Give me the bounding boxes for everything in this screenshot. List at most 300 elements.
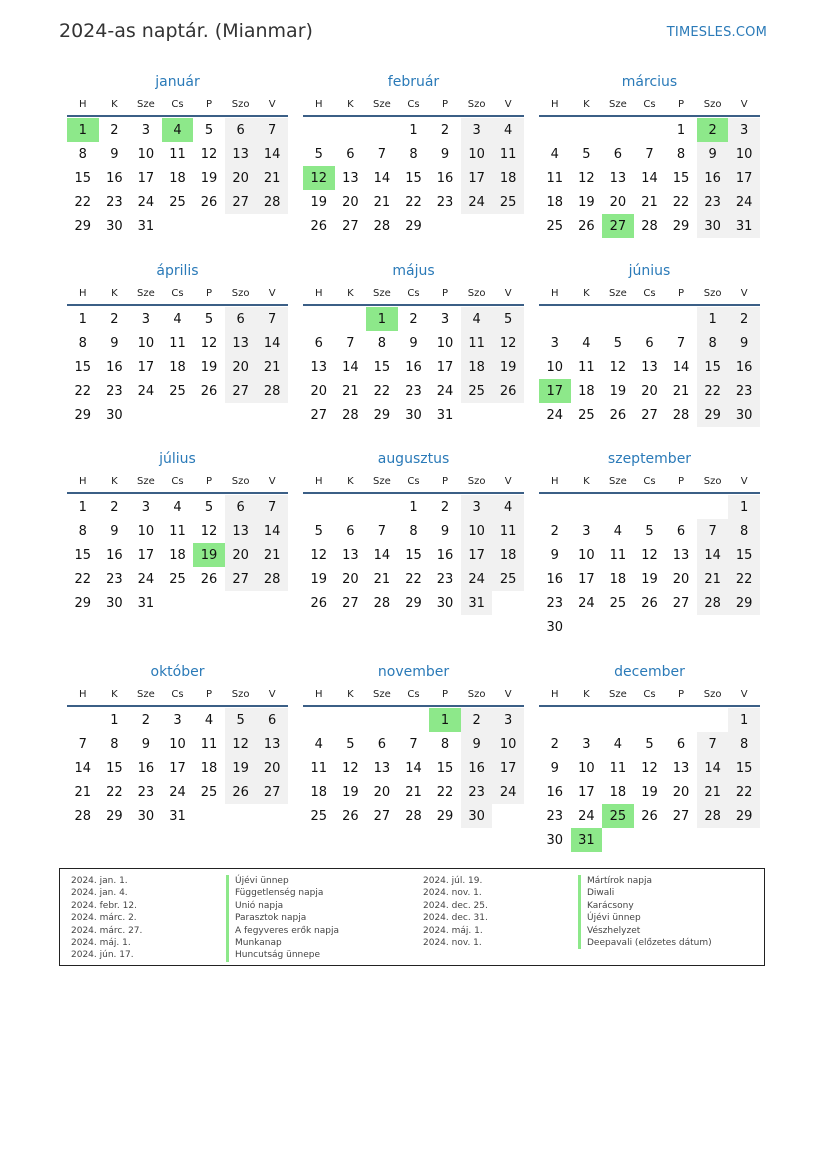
- legend-marker: [578, 937, 581, 949]
- month-block: [67, 73, 288, 238]
- empty-cell: [634, 495, 666, 519]
- day-cell: 5: [204, 499, 214, 515]
- day-cell: 2: [409, 311, 418, 327]
- day-cell: 25: [546, 218, 564, 234]
- day-cell: 3: [492, 708, 524, 732]
- day-cell: 19: [609, 383, 627, 399]
- day-cell: 28: [256, 190, 288, 214]
- holiday-day-cell: 12: [303, 166, 335, 190]
- day-cell: 15: [373, 359, 391, 375]
- day-cell: 9: [550, 547, 559, 563]
- day-cell: 15: [74, 359, 92, 375]
- weekday-header: [539, 97, 760, 117]
- legend-date: 2024. máj. 1.: [71, 937, 131, 948]
- legend-marker: [226, 912, 229, 924]
- day-cell: 21: [373, 571, 391, 587]
- day-cell: 30: [436, 595, 454, 611]
- day-cell: 8: [728, 732, 760, 756]
- weekday-label: Sze: [137, 288, 155, 299]
- day-cell: 12: [200, 335, 218, 351]
- day-cell: 18: [169, 359, 186, 375]
- day-cell: 17: [137, 170, 155, 186]
- day-cell: 4: [173, 499, 182, 515]
- day-cell: 30: [728, 403, 760, 427]
- legend-date: 2024. dec. 31.: [423, 913, 488, 924]
- day-cell: 10: [137, 523, 155, 539]
- weekday-header: [67, 474, 288, 494]
- day-cell: 17: [578, 784, 595, 800]
- day-cell: 29: [373, 407, 391, 423]
- weekday-label: P: [206, 476, 213, 487]
- day-cell: 19: [641, 784, 658, 800]
- empty-cell: [571, 495, 603, 519]
- day-cell: 10: [728, 142, 760, 166]
- day-cell: 12: [609, 359, 627, 375]
- day-cell: 9: [697, 142, 729, 166]
- month-block: [303, 262, 524, 427]
- month-name: január: [155, 74, 200, 90]
- day-cell: 24: [436, 383, 454, 399]
- empty-cell: [571, 118, 603, 142]
- day-cell: 7: [676, 335, 686, 351]
- month-block: [539, 73, 760, 238]
- day-cell: 14: [641, 170, 658, 186]
- day-cell: 21: [74, 784, 92, 800]
- day-cell: 9: [141, 736, 151, 752]
- day-cell: 28: [641, 218, 658, 234]
- month-block: [303, 450, 524, 615]
- empty-cell: [665, 307, 697, 331]
- day-cell: 25: [492, 567, 524, 591]
- day-cell: 16: [546, 571, 564, 587]
- day-cell: 8: [78, 523, 87, 539]
- weekday-label: V: [504, 99, 512, 110]
- day-cell: 30: [697, 214, 729, 238]
- weekday-label: V: [268, 476, 276, 487]
- day-cell: 8: [440, 736, 450, 752]
- weekday-label: Cs: [171, 288, 184, 299]
- day-cell: 31: [461, 591, 493, 615]
- day-cell: 22: [672, 194, 690, 210]
- day-cell: 7: [377, 146, 387, 162]
- weekday-label: Sze: [609, 288, 627, 299]
- legend-column-right: [423, 875, 712, 949]
- day-cell: 17: [436, 359, 454, 375]
- day-cell: 28: [342, 407, 359, 423]
- day-cell: 4: [173, 311, 182, 327]
- day-cell: 24: [728, 190, 760, 214]
- empty-cell: [366, 708, 398, 732]
- holiday-day-cell: 4: [162, 118, 194, 142]
- weekday-label: Szo: [467, 288, 486, 299]
- day-cell: 2: [110, 499, 119, 515]
- day-cell: 11: [492, 142, 524, 166]
- day-cell: 27: [342, 595, 359, 611]
- day-cell: 29: [672, 218, 690, 234]
- day-cell: 9: [550, 760, 559, 776]
- legend-column-left: [71, 875, 339, 962]
- day-cell: 17: [578, 571, 595, 587]
- day-cell: 18: [609, 571, 627, 587]
- month-name: február: [387, 74, 440, 90]
- day-cell: 16: [546, 784, 564, 800]
- legend-date: 2024. jan. 1.: [71, 876, 128, 886]
- day-cell: 6: [676, 736, 686, 752]
- day-cell: 30: [546, 619, 564, 635]
- day-cell: 18: [546, 194, 564, 210]
- day-cell: 10: [461, 142, 493, 166]
- day-cell: 19: [200, 359, 218, 375]
- day-cell: 18: [169, 547, 186, 563]
- holiday-day-cell: 19: [193, 543, 225, 567]
- day-cell: 28: [373, 595, 391, 611]
- empty-cell: [539, 495, 571, 519]
- empty-cell: [634, 307, 666, 331]
- day-cell: 3: [173, 712, 182, 728]
- day-cell: 10: [546, 359, 564, 375]
- day-cell: 22: [728, 780, 760, 804]
- day-cell: 4: [492, 118, 524, 142]
- day-cell: 1: [110, 712, 119, 728]
- weekday-label: K: [347, 476, 354, 487]
- day-cell: 5: [582, 146, 591, 162]
- holiday-day-cell: 25: [602, 804, 634, 828]
- weekday-label: V: [740, 689, 748, 700]
- day-cell: 31: [137, 218, 155, 234]
- holiday-day-cell: 2: [697, 118, 729, 142]
- day-cell: 26: [200, 194, 218, 210]
- day-cell: 3: [141, 122, 151, 138]
- month-block: [303, 663, 524, 828]
- legend-marker: [578, 887, 581, 899]
- day-cell: 27: [256, 780, 288, 804]
- legend-marker: [578, 925, 581, 937]
- day-cell: 25: [169, 571, 186, 587]
- day-cell: 2: [110, 122, 119, 138]
- day-cell: 12: [310, 547, 328, 563]
- weekday-label: Sze: [137, 99, 155, 110]
- weekday-label: Cs: [171, 476, 184, 487]
- holiday-day-cell: 1: [67, 118, 99, 142]
- day-cell: 2: [550, 523, 559, 539]
- weekday-label: Sze: [373, 689, 391, 700]
- day-cell: 23: [728, 379, 760, 403]
- day-cell: 2: [550, 736, 559, 752]
- empty-cell: [602, 118, 634, 142]
- day-cell: 2: [440, 122, 450, 138]
- month-name: szeptember: [607, 451, 692, 467]
- day-cell: 20: [609, 194, 627, 210]
- day-cell: 30: [546, 832, 564, 848]
- day-cell: 22: [405, 194, 422, 210]
- legend-date: 2024. márc. 27.: [71, 925, 143, 936]
- day-cell: 17: [461, 543, 493, 567]
- day-cell: 15: [405, 547, 422, 563]
- day-cell: 22: [74, 383, 92, 399]
- holiday-legend: [59, 868, 765, 966]
- day-cell: 14: [256, 519, 288, 543]
- day-cell: 6: [225, 495, 257, 519]
- day-cell: 27: [641, 407, 658, 423]
- day-cell: 13: [672, 547, 690, 563]
- weekday-label: H: [551, 689, 559, 700]
- day-cell: 28: [672, 407, 690, 423]
- weekday-label: V: [740, 288, 748, 299]
- month-name: december: [614, 664, 685, 680]
- legend-marker: [578, 875, 581, 887]
- day-cell: 17: [137, 547, 155, 563]
- day-cell: 26: [492, 379, 524, 403]
- weekday-header: [303, 97, 524, 117]
- weekday-label: P: [442, 288, 449, 299]
- empty-cell: [571, 307, 603, 331]
- weekday-header: [67, 286, 288, 306]
- legend-marker: [226, 887, 229, 899]
- day-cell: 4: [613, 523, 623, 539]
- day-cell: 29: [74, 595, 92, 611]
- day-cell: 6: [225, 307, 257, 331]
- day-cell: 14: [672, 359, 690, 375]
- day-cell: 13: [225, 331, 257, 355]
- empty-cell: [571, 708, 603, 732]
- weekday-label: K: [111, 476, 118, 487]
- day-grid: [303, 495, 524, 615]
- legend-date: 2024. nov. 1.: [423, 888, 482, 899]
- day-cell: 24: [169, 784, 186, 800]
- legend-row: [71, 925, 339, 937]
- legend-holiday-name: Deepavali (előzetes dátum): [587, 937, 712, 948]
- day-cell: 24: [492, 780, 524, 804]
- day-cell: 8: [697, 331, 729, 355]
- day-cell: 20: [641, 383, 658, 399]
- empty-cell: [335, 307, 367, 331]
- day-cell: 3: [461, 495, 493, 519]
- legend-row: [71, 875, 339, 887]
- weekday-label: V: [504, 689, 512, 700]
- day-cell: 14: [405, 760, 422, 776]
- day-cell: 14: [342, 359, 359, 375]
- brand-link[interactable]: TIMESLES.COM: [666, 25, 767, 40]
- weekday-header: [303, 687, 524, 707]
- legend-holiday-name: Huncutság ünnepe: [235, 950, 321, 961]
- day-cell: 23: [106, 571, 123, 587]
- month-block: [67, 262, 288, 427]
- day-cell: 15: [672, 170, 690, 186]
- legend-row: [423, 887, 712, 899]
- day-cell: 2: [728, 307, 760, 331]
- weekday-label: K: [583, 99, 590, 110]
- day-cell: 27: [342, 218, 359, 234]
- day-cell: 30: [405, 407, 422, 423]
- day-cell: 5: [492, 307, 524, 331]
- weekday-label: K: [583, 288, 590, 299]
- empty-cell: [539, 307, 571, 331]
- holiday-day-cell: 1: [366, 307, 398, 331]
- day-cell: 28: [405, 808, 422, 824]
- day-cell: 15: [106, 760, 123, 776]
- empty-cell: [634, 708, 666, 732]
- weekday-label: V: [740, 99, 748, 110]
- weekday-label: Cs: [643, 689, 656, 700]
- day-cell: 24: [461, 567, 493, 591]
- day-cell: 16: [106, 359, 123, 375]
- day-cell: 24: [578, 808, 595, 824]
- day-cell: 15: [728, 756, 760, 780]
- empty-cell: [303, 708, 335, 732]
- empty-cell: [366, 118, 398, 142]
- day-cell: 26: [200, 383, 218, 399]
- weekday-label: H: [551, 476, 559, 487]
- day-grid: [539, 495, 760, 639]
- day-cell: 4: [492, 495, 524, 519]
- legend-row: [423, 937, 712, 949]
- day-cell: 26: [609, 407, 627, 423]
- day-cell: 26: [310, 595, 328, 611]
- day-cell: 21: [405, 784, 422, 800]
- day-grid: [539, 708, 760, 852]
- day-cell: 8: [78, 335, 87, 351]
- day-cell: 4: [314, 736, 323, 752]
- day-cell: 6: [613, 146, 623, 162]
- day-cell: 6: [225, 118, 257, 142]
- day-cell: 30: [461, 804, 493, 828]
- day-cell: 7: [256, 307, 288, 331]
- empty-cell: [335, 495, 367, 519]
- day-cell: 9: [409, 335, 418, 351]
- day-cell: 20: [672, 571, 690, 587]
- day-cell: 6: [346, 523, 355, 539]
- day-cell: 14: [256, 331, 288, 355]
- weekday-label: Szo: [467, 476, 486, 487]
- weekday-header: [539, 687, 760, 707]
- day-cell: 19: [310, 194, 328, 210]
- month-name: május: [392, 263, 435, 279]
- weekday-label: Szo: [467, 689, 486, 700]
- day-cell: 3: [582, 736, 591, 752]
- day-cell: 10: [137, 146, 155, 162]
- day-cell: 5: [613, 335, 623, 351]
- day-cell: 3: [141, 499, 151, 515]
- day-cell: 21: [641, 194, 658, 210]
- day-cell: 27: [672, 595, 690, 611]
- empty-cell: [697, 708, 729, 732]
- day-cell: 24: [546, 407, 564, 423]
- day-cell: 26: [200, 571, 218, 587]
- legend-holiday-name: Unió napja: [235, 900, 284, 911]
- legend-holiday-name: Diwali: [587, 888, 615, 899]
- day-cell: 13: [342, 547, 359, 563]
- empty-cell: [335, 118, 367, 142]
- legend-marker: [226, 875, 229, 887]
- day-cell: 5: [346, 736, 355, 752]
- weekday-label: H: [79, 689, 87, 700]
- legend-date: 2024. júl. 19.: [423, 876, 483, 886]
- day-cell: 6: [377, 736, 387, 752]
- weekday-label: K: [347, 288, 354, 299]
- day-cell: 26: [641, 808, 658, 824]
- weekday-label: Szo: [703, 99, 722, 110]
- empty-cell: [602, 708, 634, 732]
- weekday-label: K: [111, 288, 118, 299]
- day-cell: 16: [436, 170, 454, 186]
- weekday-header: [303, 286, 524, 306]
- day-cell: 19: [578, 194, 595, 210]
- day-cell: 23: [436, 194, 454, 210]
- empty-cell: [366, 495, 398, 519]
- day-cell: 18: [492, 166, 524, 190]
- day-cell: 6: [314, 335, 323, 351]
- empty-cell: [697, 495, 729, 519]
- month-block: [539, 450, 760, 639]
- legend-row: [423, 925, 712, 937]
- day-cell: 23: [546, 808, 564, 824]
- weekday-label: P: [206, 99, 213, 110]
- day-cell: 9: [440, 523, 450, 539]
- day-grid: [303, 708, 524, 828]
- day-cell: 28: [373, 218, 391, 234]
- day-cell: 16: [436, 547, 454, 563]
- empty-cell: [539, 708, 571, 732]
- weekday-label: V: [268, 689, 276, 700]
- day-cell: 11: [546, 170, 564, 186]
- weekday-label: P: [206, 288, 213, 299]
- day-grid: [303, 118, 524, 238]
- day-cell: 29: [728, 591, 760, 615]
- day-cell: 21: [256, 543, 288, 567]
- weekday-label: H: [315, 99, 323, 110]
- day-cell: 29: [728, 804, 760, 828]
- weekday-label: P: [678, 288, 685, 299]
- day-cell: 15: [728, 543, 760, 567]
- day-cell: 21: [342, 383, 359, 399]
- weekday-label: Szo: [703, 689, 722, 700]
- weekday-label: Sze: [373, 476, 391, 487]
- weekday-label: Cs: [407, 99, 420, 110]
- day-cell: 13: [672, 760, 690, 776]
- legend-marker: [226, 900, 229, 912]
- day-grid: [67, 708, 288, 828]
- month-block: [539, 262, 760, 427]
- day-cell: 23: [106, 194, 123, 210]
- day-cell: 13: [342, 170, 359, 186]
- day-cell: 11: [169, 146, 186, 162]
- weekday-header: [539, 286, 760, 306]
- weekday-label: K: [111, 689, 118, 700]
- legend-holiday-name: Függetlenség napja: [235, 888, 324, 899]
- day-cell: 10: [578, 547, 595, 563]
- day-cell: 15: [697, 355, 729, 379]
- holiday-day-cell: 27: [602, 214, 634, 238]
- weekday-label: H: [315, 288, 323, 299]
- day-cell: 20: [256, 756, 288, 780]
- month-name: június: [628, 263, 671, 279]
- day-cell: 15: [74, 547, 92, 563]
- day-cell: 3: [440, 311, 450, 327]
- weekday-label: H: [79, 288, 87, 299]
- day-cell: 14: [697, 543, 729, 567]
- legend-marker: [226, 937, 229, 949]
- day-cell: 26: [342, 808, 359, 824]
- day-cell: 31: [436, 407, 454, 423]
- day-cell: 22: [106, 784, 123, 800]
- weekday-label: Cs: [171, 99, 184, 110]
- day-cell: 20: [342, 194, 359, 210]
- day-cell: 7: [377, 523, 387, 539]
- day-cell: 13: [641, 359, 658, 375]
- day-cell: 28: [74, 808, 92, 824]
- day-cell: 25: [578, 407, 595, 423]
- day-cell: 13: [225, 142, 257, 166]
